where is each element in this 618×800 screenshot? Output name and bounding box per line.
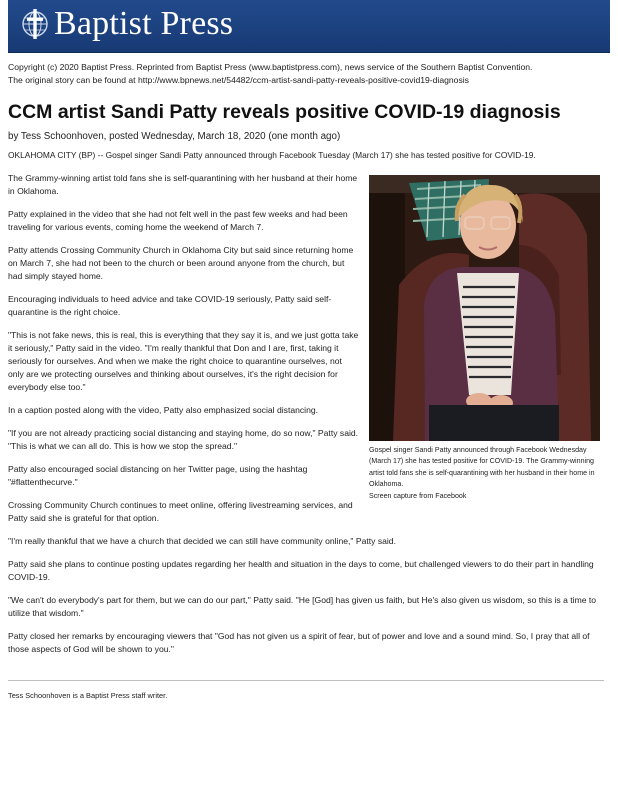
article-paragraph: "We can't do everybody's part for them, but we can do our part," Patty said. "He [God] has given us faith, but He's also given us wisdom, so this is a time to utilize that wisdom.": [8, 595, 597, 618]
article-paragraph: "This is not fake news, this is real, this is everything that they say it is, and we just gotta take it seriously," Patty said in the video. "I'm really thankful that Don and I are, first, taking it seriously for ourselves. And when we make the right choice to quarantine ourselves, not only are we protecting ourselves and thinking about ourselves, it's the right decision for everybody else too.": [8, 330, 359, 392]
article-photo: [369, 175, 600, 441]
article-paragraph: "I'm really thankful that we have a church that decided we can still have community online," Patty said.: [8, 536, 396, 546]
original-story-line: The original story can be found at http://www.bpnews.net/54482/ccm-artist-sandi-patty-reveals-positive-covid19-diagnosis: [8, 75, 469, 85]
brand-name[interactable]: Baptist Press: [54, 5, 234, 42]
photo-caption: [369, 445, 602, 502]
article-paragraph: Patty explained in the video that she had not felt well in the past few weeks and had been traveling for various events, coming home the weekend of March 7.: [8, 209, 348, 232]
article-title: CCM artist Sandi Patty reveals positive COVID-19 diagnosis: [8, 101, 561, 123]
globe-cross-icon: [20, 8, 50, 40]
author-note: Tess Schoonhoven is a Baptist Press staff writer.: [8, 691, 168, 700]
article-paragraph: Patty attends Crossing Community Church in Oklahoma City but said since returning home on March 7, she had not been to the church or been around anyone from the church, but had simply stayed home.: [8, 245, 354, 281]
article-paragraph: The Grammy-winning artist told fans she is self-quarantining with her husband at their home in Oklahoma.: [8, 173, 358, 196]
article-paragraph: "If you are not already practicing social distancing and staying home, do so now," Patty said. "This is what we can all do. This is how we stop the spread.": [8, 428, 359, 451]
photo-illustration: [369, 175, 600, 441]
footer-divider: [8, 680, 604, 681]
caption-text: Gospel singer Sandi Patty announced through Facebook Wednesday (March 17) she has tested positive for COVID-19. The Grammy-winning artist told fans she is self-quarantining with her husband in their home in Oklahoma.: [369, 446, 595, 489]
article-paragraph: Crossing Community Church continues to meet online, offering livestreaming services, and Patty said she is grateful for that option.: [8, 500, 353, 523]
article-paragraph: Patty also encouraged social distancing on her Twitter page, using the hashtag "#flattenthecurve.": [8, 464, 308, 487]
photo-credit: Screen capture from Facebook: [369, 491, 467, 500]
article-paragraph: Patty said she plans to continue posting updates regarding her health and situation in the days to come, but challenged viewers to do their part in handling COVID-19.: [8, 559, 594, 582]
masthead-banner: [8, 0, 610, 53]
article-paragraph: In a caption posted along with the video, Patty also emphasized social distancing.: [8, 405, 319, 415]
article-paragraph: Encouraging individuals to heed advice and take COVID-19 seriously, Patty said self-quarantine is the right choice.: [8, 294, 332, 317]
article-byline: by Tess Schoonhoven, posted Wednesday, March 18, 2020 (one month ago): [8, 131, 341, 142]
article-dateline: OKLAHOMA CITY (BP) -- Gospel singer Sandi Patty announced through Facebook Tuesday (March 17) she has tested positive for COVID-19.: [8, 150, 536, 160]
article-paragraph: Patty closed her remarks by encouraging viewers that "God has not given us a spirit of fear, but of power and love and a sound mind. So, I pray that all of those aspects of God will be shown to you.": [8, 631, 590, 654]
copyright-notice: [8, 61, 610, 87]
copyright-line: Copyright (c) 2020 Baptist Press. Reprinted from Baptist Press (www.baptistpress.com), news service of the Southern Baptist Convention.: [8, 62, 533, 72]
